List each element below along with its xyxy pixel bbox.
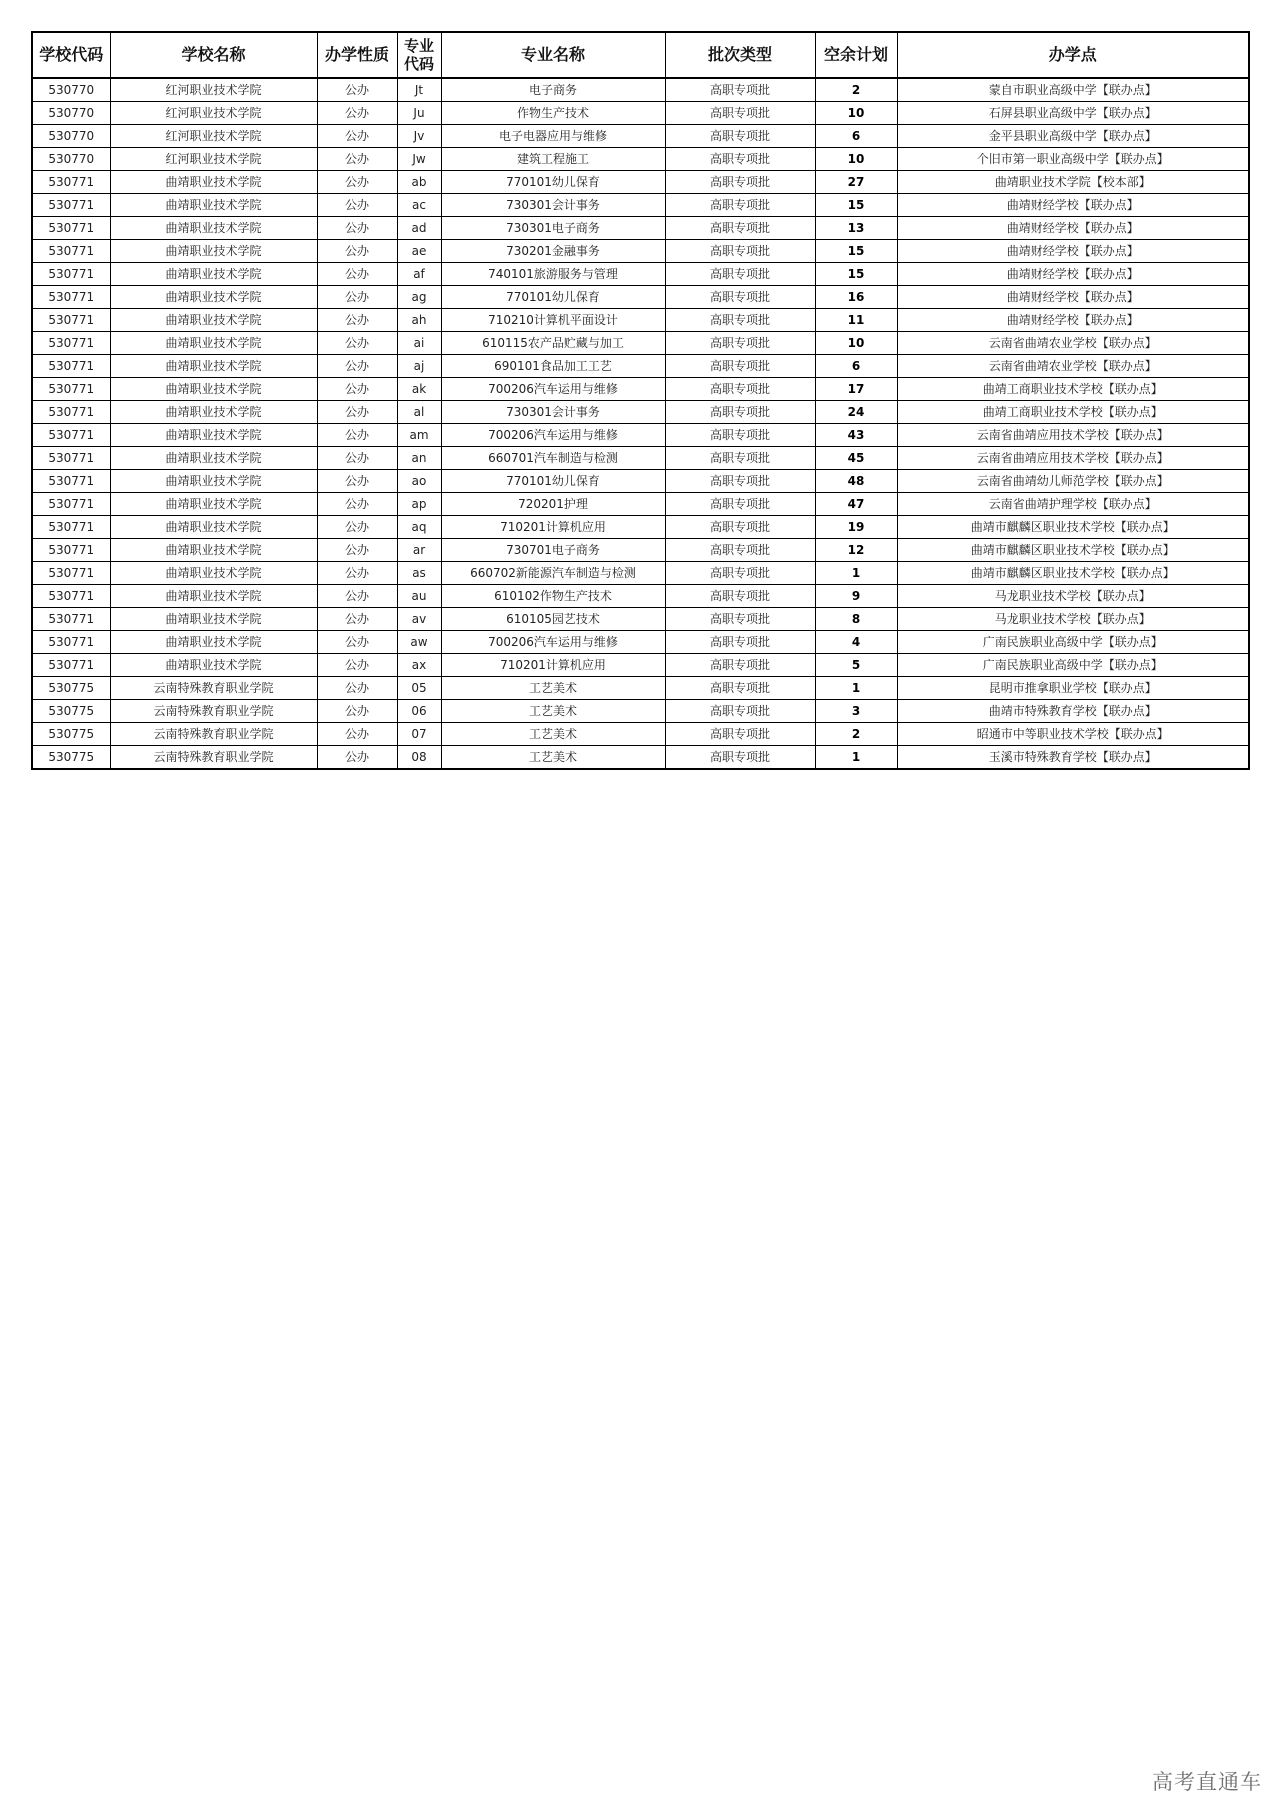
cell-school-name: 曲靖职业技术学院 [110,631,317,654]
cell-major-name: 770101幼儿保育 [441,171,665,194]
cell-site: 蒙自市职业高级中学【联办点】 [897,78,1249,102]
cell-major-name: 610115农产品贮藏与加工 [441,332,665,355]
cell-nature: 公办 [317,309,397,332]
cell-major-name: 700206汽车运用与维修 [441,378,665,401]
cell-school-code: 530771 [32,447,110,470]
table-row [32,194,1249,217]
cell-school-code: 530771 [32,171,110,194]
cell-site: 个旧市第一职业高级中学【联办点】 [897,148,1249,171]
enrollment-plan-sheet [31,31,1248,770]
cell-major-code: af [397,263,441,286]
cell-major-name: 730201金融事务 [441,240,665,263]
cell-nature: 公办 [317,585,397,608]
cell-school-code: 530771 [32,194,110,217]
cell-nature: 公办 [317,424,397,447]
cell-school-code: 530770 [32,125,110,148]
cell-major-code: 06 [397,700,441,723]
cell-site: 云南省曲靖幼儿师范学校【联办点】 [897,470,1249,493]
cell-vacancy: 12 [815,539,897,562]
table-row [32,171,1249,194]
cell-school-code: 530771 [32,539,110,562]
cell-major-code: av [397,608,441,631]
table-row [32,516,1249,539]
cell-nature: 公办 [317,562,397,585]
cell-nature: 公办 [317,171,397,194]
cell-vacancy: 15 [815,263,897,286]
cell-school-name: 曲靖职业技术学院 [110,263,317,286]
table-row [32,654,1249,677]
cell-major-name: 730301会计事务 [441,194,665,217]
cell-school-code: 530771 [32,332,110,355]
cell-school-code: 530775 [32,746,110,770]
cell-site: 曲靖财经学校【联办点】 [897,309,1249,332]
cell-batch: 高职专项批 [665,424,815,447]
cell-site: 昆明市推拿职业学校【联办点】 [897,677,1249,700]
cell-school-name: 曲靖职业技术学院 [110,194,317,217]
cell-school-name: 曲靖职业技术学院 [110,585,317,608]
cell-batch: 高职专项批 [665,378,815,401]
cell-school-name: 云南特殊教育职业学院 [110,746,317,770]
cell-nature: 公办 [317,194,397,217]
cell-vacancy: 10 [815,148,897,171]
cell-batch: 高职专项批 [665,286,815,309]
cell-vacancy: 15 [815,240,897,263]
cell-school-name: 红河职业技术学院 [110,148,317,171]
cell-batch: 高职专项批 [665,493,815,516]
cell-vacancy: 27 [815,171,897,194]
cell-major-code: aj [397,355,441,378]
cell-school-name: 曲靖职业技术学院 [110,217,317,240]
table-row [32,585,1249,608]
cell-nature: 公办 [317,240,397,263]
cell-site: 云南省曲靖农业学校【联办点】 [897,332,1249,355]
cell-batch: 高职专项批 [665,539,815,562]
cell-nature: 公办 [317,447,397,470]
cell-vacancy: 1 [815,677,897,700]
table-row [32,539,1249,562]
cell-school-code: 530771 [32,309,110,332]
corner-watermark-text: 高考直通车 [1152,1770,1262,1794]
cell-major-name: 工艺美术 [441,677,665,700]
cell-school-code: 530771 [32,424,110,447]
cell-major-name: 740101旅游服务与管理 [441,263,665,286]
cell-school-code: 530771 [32,286,110,309]
table-row [32,355,1249,378]
cell-vacancy: 1 [815,746,897,770]
cell-school-name: 曲靖职业技术学院 [110,309,317,332]
cell-site: 曲靖工商职业技术学校【联办点】 [897,401,1249,424]
cell-site: 曲靖财经学校【联办点】 [897,263,1249,286]
cell-batch: 高职专项批 [665,171,815,194]
cell-major-code: ad [397,217,441,240]
table-row [32,240,1249,263]
cell-major-code: al [397,401,441,424]
cell-major-name: 电子电器应用与维修 [441,125,665,148]
cell-vacancy: 10 [815,332,897,355]
cell-major-code: ai [397,332,441,355]
table-row [32,148,1249,171]
cell-school-code: 530771 [32,378,110,401]
cell-nature: 公办 [317,516,397,539]
cell-major-code: am [397,424,441,447]
cell-nature: 公办 [317,700,397,723]
cell-major-code: ag [397,286,441,309]
cell-major-name: 700206汽车运用与维修 [441,631,665,654]
vacancy-plan-table [31,31,1250,770]
cell-school-name: 红河职业技术学院 [110,78,317,102]
cell-major-code: 08 [397,746,441,770]
cell-school-name: 曲靖职业技术学院 [110,562,317,585]
cell-vacancy: 4 [815,631,897,654]
header-school-name: 学校名称 [110,32,317,78]
cell-vacancy: 6 [815,355,897,378]
cell-batch: 高职专项批 [665,723,815,746]
cell-site: 曲靖市特殊教育学校【联办点】 [897,700,1249,723]
cell-major-code: as [397,562,441,585]
cell-major-name: 610105园艺技术 [441,608,665,631]
cell-major-code: ao [397,470,441,493]
cell-batch: 高职专项批 [665,562,815,585]
table-row [32,309,1249,332]
cell-school-name: 曲靖职业技术学院 [110,447,317,470]
cell-batch: 高职专项批 [665,355,815,378]
cell-site: 云南省曲靖护理学校【联办点】 [897,493,1249,516]
cell-nature: 公办 [317,78,397,102]
cell-batch: 高职专项批 [665,700,815,723]
cell-school-name: 云南特殊教育职业学院 [110,700,317,723]
cell-major-code: aq [397,516,441,539]
table-row [32,78,1249,102]
cell-batch: 高职专项批 [665,585,815,608]
cell-batch: 高职专项批 [665,263,815,286]
cell-batch: 高职专项批 [665,654,815,677]
cell-major-code: Jv [397,125,441,148]
cell-school-name: 曲靖职业技术学院 [110,539,317,562]
cell-school-code: 530771 [32,217,110,240]
cell-vacancy: 3 [815,700,897,723]
cell-batch: 高职专项批 [665,148,815,171]
cell-vacancy: 11 [815,309,897,332]
cell-school-code: 530771 [32,355,110,378]
cell-site: 云南省曲靖应用技术学校【联办点】 [897,424,1249,447]
cell-major-code: au [397,585,441,608]
cell-school-name: 曲靖职业技术学院 [110,654,317,677]
cell-nature: 公办 [317,378,397,401]
cell-major-code: ap [397,493,441,516]
cell-batch: 高职专项批 [665,608,815,631]
cell-major-name: 电子商务 [441,78,665,102]
cell-school-code: 530771 [32,263,110,286]
cell-site: 云南省曲靖应用技术学校【联办点】 [897,447,1249,470]
cell-major-code: Jt [397,78,441,102]
cell-major-code: ax [397,654,441,677]
cell-vacancy: 43 [815,424,897,447]
cell-school-code: 530771 [32,608,110,631]
cell-major-code: aw [397,631,441,654]
cell-batch: 高职专项批 [665,125,815,148]
table-row [32,470,1249,493]
cell-vacancy: 48 [815,470,897,493]
cell-site: 曲靖财经学校【联办点】 [897,194,1249,217]
cell-batch: 高职专项批 [665,332,815,355]
cell-school-name: 曲靖职业技术学院 [110,355,317,378]
cell-site: 曲靖市麒麟区职业技术学校【联办点】 [897,562,1249,585]
cell-vacancy: 47 [815,493,897,516]
table-row [32,746,1249,770]
table-row [32,424,1249,447]
cell-batch: 高职专项批 [665,309,815,332]
cell-batch: 高职专项批 [665,102,815,125]
cell-vacancy: 10 [815,102,897,125]
cell-nature: 公办 [317,608,397,631]
cell-school-name: 曲靖职业技术学院 [110,424,317,447]
cell-major-name: 作物生产技术 [441,102,665,125]
cell-site: 曲靖市麒麟区职业技术学校【联办点】 [897,516,1249,539]
cell-site: 曲靖工商职业技术学校【联办点】 [897,378,1249,401]
cell-school-code: 530771 [32,585,110,608]
cell-school-name: 曲靖职业技术学院 [110,240,317,263]
cell-site: 昭通市中等职业技术学校【联办点】 [897,723,1249,746]
cell-site: 曲靖职业技术学院【校本部】 [897,171,1249,194]
header-vacancy: 空余计划 [815,32,897,78]
cell-vacancy: 17 [815,378,897,401]
cell-major-name: 710210计算机平面设计 [441,309,665,332]
table-row [32,631,1249,654]
cell-vacancy: 5 [815,654,897,677]
cell-vacancy: 2 [815,78,897,102]
table-row [32,217,1249,240]
cell-major-name: 工艺美术 [441,723,665,746]
cell-site: 马龙职业技术学校【联办点】 [897,585,1249,608]
cell-major-name: 690101食品加工工艺 [441,355,665,378]
cell-major-code: ah [397,309,441,332]
table-body [32,78,1249,769]
cell-school-code: 530771 [32,240,110,263]
table-row [32,723,1249,746]
header-school-code: 学校代码 [32,32,110,78]
cell-school-code: 530775 [32,677,110,700]
cell-school-code: 530775 [32,723,110,746]
cell-vacancy: 2 [815,723,897,746]
cell-site: 广南民族职业高级中学【联办点】 [897,654,1249,677]
cell-major-code: ae [397,240,441,263]
table-row [32,125,1249,148]
cell-nature: 公办 [317,631,397,654]
table-row [32,102,1249,125]
cell-major-code: 07 [397,723,441,746]
cell-major-name: 710201计算机应用 [441,516,665,539]
cell-nature: 公办 [317,746,397,770]
cell-batch: 高职专项批 [665,677,815,700]
cell-vacancy: 13 [815,217,897,240]
cell-vacancy: 15 [815,194,897,217]
cell-nature: 公办 [317,723,397,746]
cell-school-name: 曲靖职业技术学院 [110,493,317,516]
cell-school-code: 530771 [32,562,110,585]
cell-batch: 高职专项批 [665,240,815,263]
header-major-code: 专业代码 [397,32,441,78]
table-row [32,493,1249,516]
cell-batch: 高职专项批 [665,194,815,217]
cell-major-name: 建筑工程施工 [441,148,665,171]
table-row [32,401,1249,424]
cell-nature: 公办 [317,125,397,148]
cell-site: 金平县职业高级中学【联办点】 [897,125,1249,148]
table-row [32,332,1249,355]
cell-batch: 高职专项批 [665,401,815,424]
cell-site: 曲靖市麒麟区职业技术学校【联办点】 [897,539,1249,562]
cell-site: 曲靖财经学校【联办点】 [897,286,1249,309]
cell-nature: 公办 [317,355,397,378]
cell-batch: 高职专项批 [665,746,815,770]
cell-major-name: 660702新能源汽车制造与检测 [441,562,665,585]
cell-vacancy: 16 [815,286,897,309]
cell-major-code: Ju [397,102,441,125]
cell-nature: 公办 [317,286,397,309]
cell-school-code: 530771 [32,470,110,493]
cell-nature: 公办 [317,332,397,355]
cell-school-code: 530771 [32,493,110,516]
cell-school-code: 530770 [32,102,110,125]
cell-school-name: 红河职业技术学院 [110,102,317,125]
cell-school-code: 530770 [32,78,110,102]
cell-school-code: 530771 [32,631,110,654]
cell-site: 玉溪市特殊教育学校【联办点】 [897,746,1249,770]
cell-school-name: 曲靖职业技术学院 [110,378,317,401]
cell-nature: 公办 [317,539,397,562]
table-row [32,608,1249,631]
header-batch: 批次类型 [665,32,815,78]
cell-site: 云南省曲靖农业学校【联办点】 [897,355,1249,378]
cell-major-name: 610102作物生产技术 [441,585,665,608]
cell-school-code: 530771 [32,654,110,677]
cell-vacancy: 45 [815,447,897,470]
cell-school-code: 530775 [32,700,110,723]
cell-major-code: Jw [397,148,441,171]
cell-batch: 高职专项批 [665,631,815,654]
cell-nature: 公办 [317,401,397,424]
cell-vacancy: 8 [815,608,897,631]
cell-major-name: 730701电子商务 [441,539,665,562]
cell-vacancy: 6 [815,125,897,148]
cell-nature: 公办 [317,148,397,171]
cell-batch: 高职专项批 [665,78,815,102]
cell-school-name: 云南特殊教育职业学院 [110,677,317,700]
cell-school-name: 曲靖职业技术学院 [110,332,317,355]
table-row [32,677,1249,700]
cell-school-code: 530770 [32,148,110,171]
cell-site: 曲靖财经学校【联办点】 [897,217,1249,240]
table-header-row [32,32,1249,78]
cell-major-code: ac [397,194,441,217]
cell-site: 马龙职业技术学校【联办点】 [897,608,1249,631]
cell-nature: 公办 [317,263,397,286]
cell-nature: 公办 [317,470,397,493]
cell-major-code: 05 [397,677,441,700]
cell-major-name: 710201计算机应用 [441,654,665,677]
table-row [32,378,1249,401]
cell-batch: 高职专项批 [665,470,815,493]
cell-nature: 公办 [317,493,397,516]
cell-nature: 公办 [317,217,397,240]
cell-vacancy: 24 [815,401,897,424]
cell-major-name: 660701汽车制造与检测 [441,447,665,470]
cell-major-code: ab [397,171,441,194]
cell-school-name: 曲靖职业技术学院 [110,608,317,631]
cell-major-name: 730301会计事务 [441,401,665,424]
cell-school-name: 曲靖职业技术学院 [110,516,317,539]
cell-batch: 高职专项批 [665,516,815,539]
cell-major-code: ak [397,378,441,401]
cell-vacancy: 19 [815,516,897,539]
table-row [32,562,1249,585]
cell-school-code: 530771 [32,516,110,539]
cell-major-name: 770101幼儿保育 [441,470,665,493]
table-row [32,700,1249,723]
cell-school-name: 曲靖职业技术学院 [110,171,317,194]
cell-site: 石屏县职业高级中学【联办点】 [897,102,1249,125]
cell-vacancy: 9 [815,585,897,608]
cell-nature: 公办 [317,654,397,677]
header-major-name: 专业名称 [441,32,665,78]
cell-vacancy: 1 [815,562,897,585]
cell-site: 曲靖财经学校【联办点】 [897,240,1249,263]
cell-school-name: 曲靖职业技术学院 [110,286,317,309]
cell-major-code: an [397,447,441,470]
cell-major-name: 工艺美术 [441,746,665,770]
cell-major-code: ar [397,539,441,562]
table-row [32,263,1249,286]
cell-major-name: 720201护理 [441,493,665,516]
cell-nature: 公办 [317,677,397,700]
cell-batch: 高职专项批 [665,447,815,470]
cell-major-name: 700206汽车运用与维修 [441,424,665,447]
cell-school-name: 红河职业技术学院 [110,125,317,148]
table-row [32,447,1249,470]
cell-major-name: 工艺美术 [441,700,665,723]
header-site: 办学点 [897,32,1249,78]
cell-school-code: 530771 [32,401,110,424]
cell-nature: 公办 [317,102,397,125]
cell-school-name: 曲靖职业技术学院 [110,470,317,493]
cell-batch: 高职专项批 [665,217,815,240]
table-row [32,286,1249,309]
header-nature: 办学性质 [317,32,397,78]
cell-site: 广南民族职业高级中学【联办点】 [897,631,1249,654]
cell-school-name: 云南特殊教育职业学院 [110,723,317,746]
cell-major-name: 730301电子商务 [441,217,665,240]
cell-school-name: 曲靖职业技术学院 [110,401,317,424]
cell-major-name: 770101幼儿保育 [441,286,665,309]
